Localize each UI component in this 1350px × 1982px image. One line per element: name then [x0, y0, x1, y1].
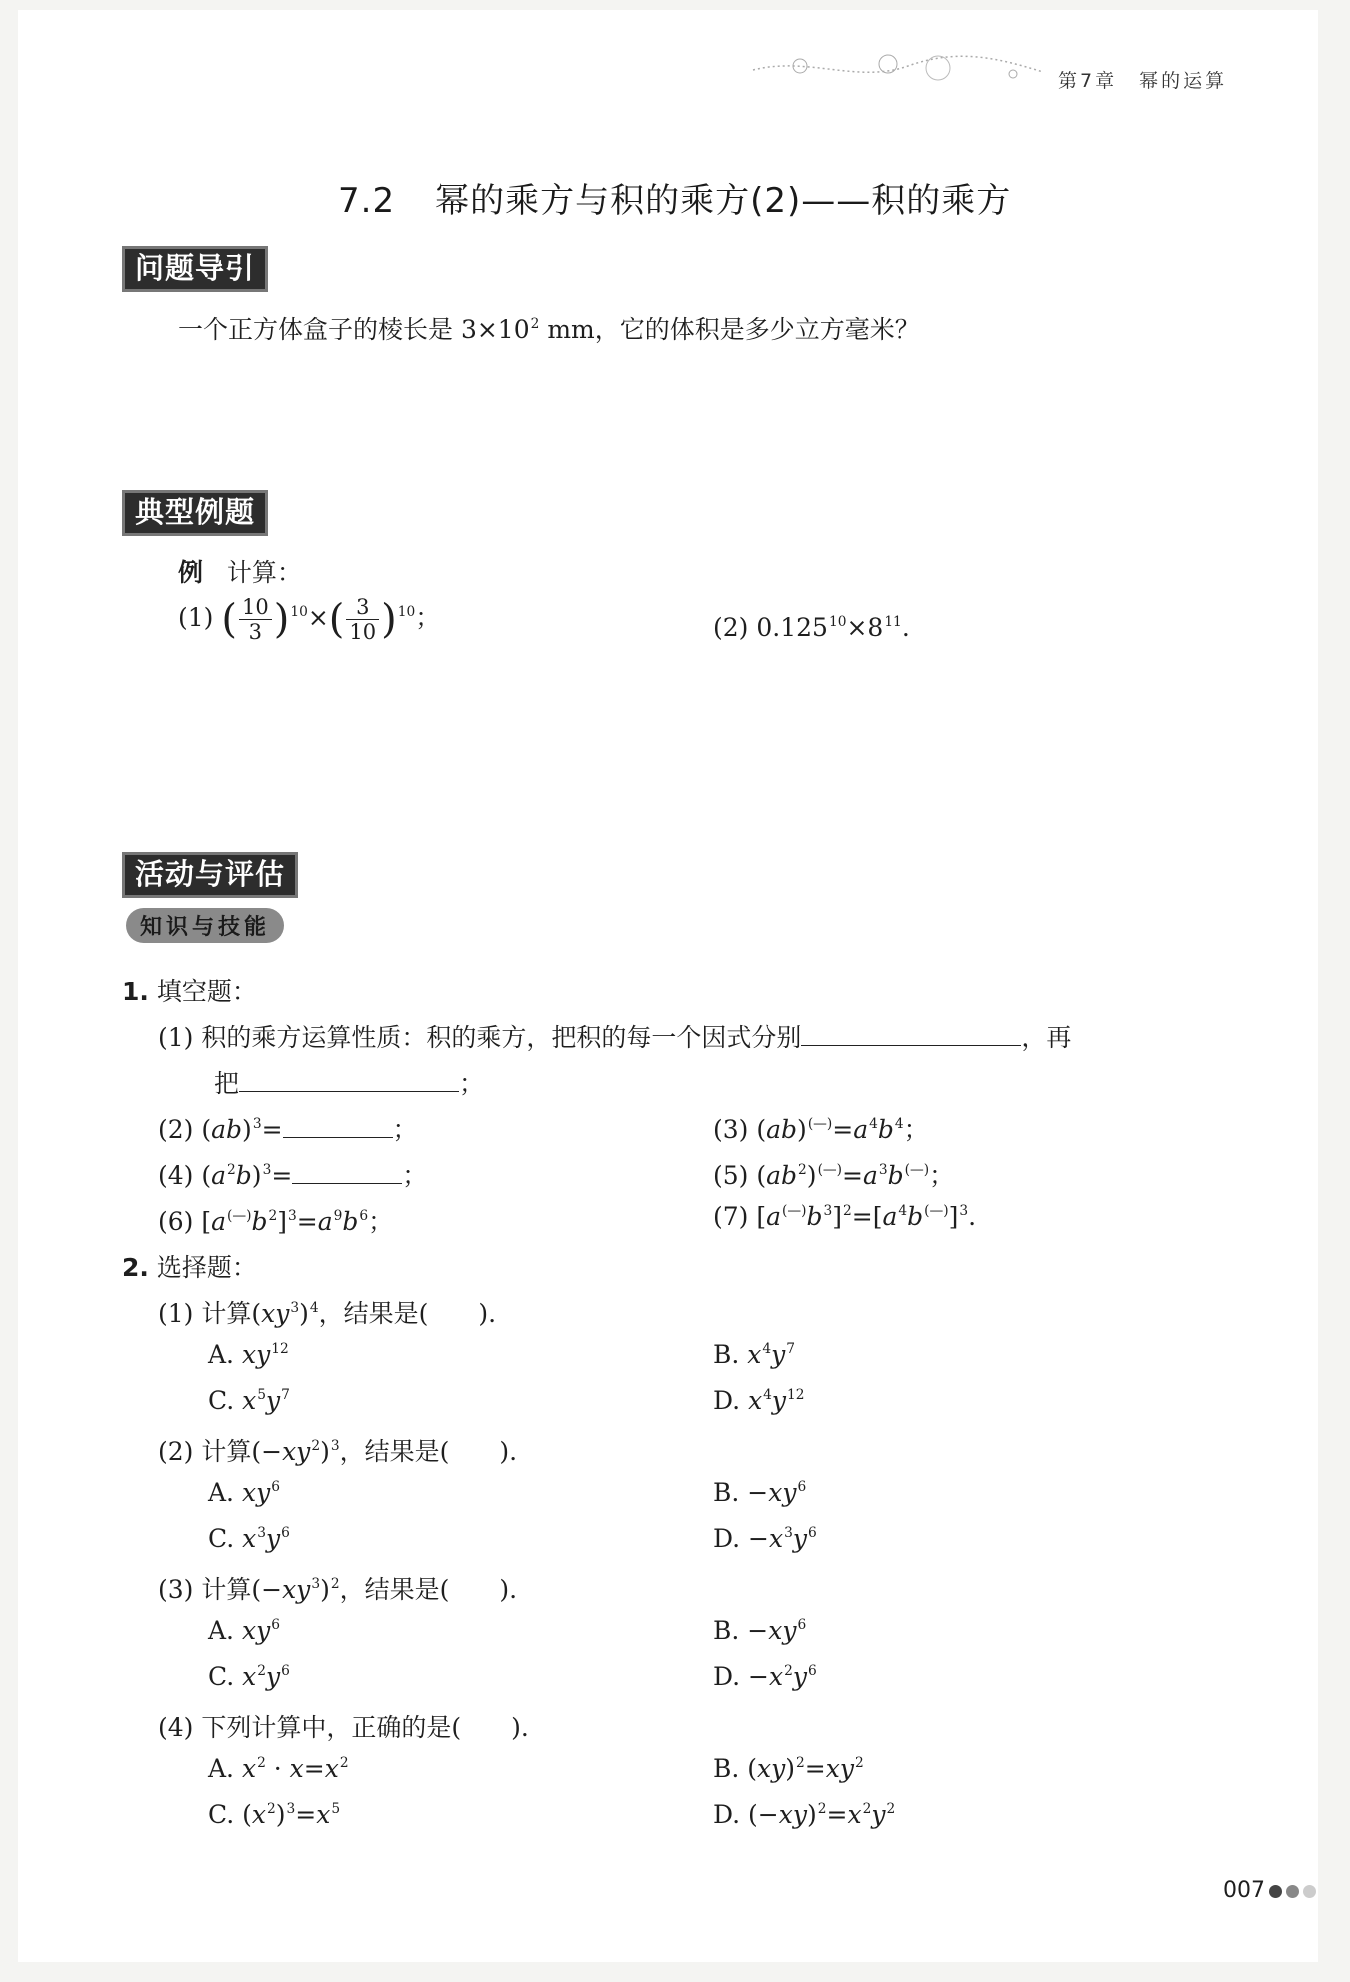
q2-sub1-option-b[interactable]: B. $x^4y^7$ — [713, 1340, 796, 1369]
q1-part5: (5) $(ab^2)^{(—)}=a^3b^{(—)}$； — [713, 1161, 955, 1190]
subheading-knowledge-skills: 知识与技能 — [126, 908, 284, 943]
q2-sub4-stem: (4) 下列计算中，正确的是( ). — [158, 1713, 529, 1742]
q1-part6: (6) $[a^{(—)}b^2]^3=a^9b^6$； — [158, 1207, 394, 1236]
dot-icon — [1269, 1885, 1282, 1898]
q1-part1-line1: (1) 积的乘方运算性质：积的乘方，把积的每一个因式分别 ，再 — [158, 1023, 1072, 1052]
q1-part1-line2: 把 ； — [214, 1069, 485, 1098]
q1-part3: (3) $(ab)^{(—)}=a^4b^4$； — [713, 1115, 929, 1144]
q2-sub4-option-a[interactable]: A. $x^2 \cdot x=x^2$ — [208, 1754, 349, 1783]
q1-part2: (2) (ab)$^3$= ； — [158, 1115, 418, 1144]
example-item-1: (1) ( $\frac{10}{3}$ )$^{10}$×( $\frac{3}{10}$ )$^{10}$； — [178, 595, 441, 645]
q1-part7: (7) $[a^{(—)}b^3]^2=[a^4b^{(—)}]^3$. — [713, 1202, 977, 1231]
q2-sub4-option-b[interactable]: B. $(xy)^2=xy^2$ — [713, 1754, 864, 1783]
q2-sub2-stem: (2) 计算$(-xy^2)^3$，结果是( ). — [158, 1437, 518, 1466]
q2-sub1-stem: (1) 计算$(xy^3)^4$，结果是( ). — [158, 1299, 497, 1328]
q2-sub1-option-c[interactable]: C. $x^5y^7$ — [208, 1386, 290, 1415]
title-number: 7.2 — [338, 181, 396, 221]
header-ornament — [748, 48, 1048, 88]
example-intro: 例 计算： — [178, 558, 302, 587]
q2-sub3-stem: (3) 计算$(-xy^3)^2$，结果是( ). — [158, 1575, 518, 1604]
q2-sub2-option-a[interactable]: A. $xy^6$ — [208, 1478, 280, 1507]
dot-icon — [1303, 1885, 1316, 1898]
page-title — [338, 173, 1011, 222]
blank[interactable] — [801, 1021, 1021, 1046]
q2-sub2-option-d[interactable]: D. $-x^3y^6$ — [713, 1524, 817, 1553]
q2-sub3-option-b[interactable]: B. $-xy^6$ — [713, 1616, 807, 1645]
q2-sub3-option-d[interactable]: D. $-x^2y^6$ — [713, 1662, 817, 1691]
q2-sub4-option-c[interactable]: C. $(x^2)^3=x^5$ — [208, 1800, 341, 1829]
section-heading-guide: 问题导引 — [122, 246, 268, 292]
guide-problem: 一个正方体盒子的棱长是 $3\times 10^2$ mm，它的体积是多少立方毫米？ — [178, 315, 920, 344]
q2-sub1-option-d[interactable]: D. $x^4y^{12}$ — [713, 1386, 805, 1415]
example-item-2: (2) $0.125^{10}\times 8^{11}$. — [713, 613, 910, 642]
q2-sub1-option-a[interactable]: A. $xy^{12}$ — [208, 1340, 289, 1369]
chapter-header: 第7章 幂的运算 — [1058, 70, 1228, 92]
q1-part4: (4) $(a^2b)^3=$ ； — [158, 1161, 428, 1190]
q2-sub4-option-d[interactable]: D. $(-xy)^2=x^2y^2$ — [713, 1800, 896, 1829]
dot-icon — [1286, 1885, 1299, 1898]
question-2-title: 2. 选择题： — [122, 1253, 257, 1282]
section-heading-examples: 典型例题 — [122, 490, 268, 536]
q2-sub2-option-b[interactable]: B. $-xy^6$ — [713, 1478, 807, 1507]
q2-sub3-option-c[interactable]: C. $x^2y^6$ — [208, 1662, 290, 1691]
blank[interactable] — [239, 1067, 459, 1092]
page-number: 007 — [1223, 1878, 1316, 1903]
title-text: 幂的乘方与积的乘方(2)——积的乘方 — [435, 181, 1012, 221]
q2-sub2-option-c[interactable]: C. $x^3y^6$ — [208, 1524, 290, 1553]
section-heading-activities: 活动与评估 — [122, 852, 298, 898]
question-1-title: 1. 填空题： — [122, 977, 257, 1006]
blank[interactable] — [283, 1113, 393, 1138]
q2-sub3-option-a[interactable]: A. $xy^6$ — [208, 1616, 280, 1645]
blank[interactable] — [292, 1159, 402, 1184]
page — [18, 10, 1318, 1962]
